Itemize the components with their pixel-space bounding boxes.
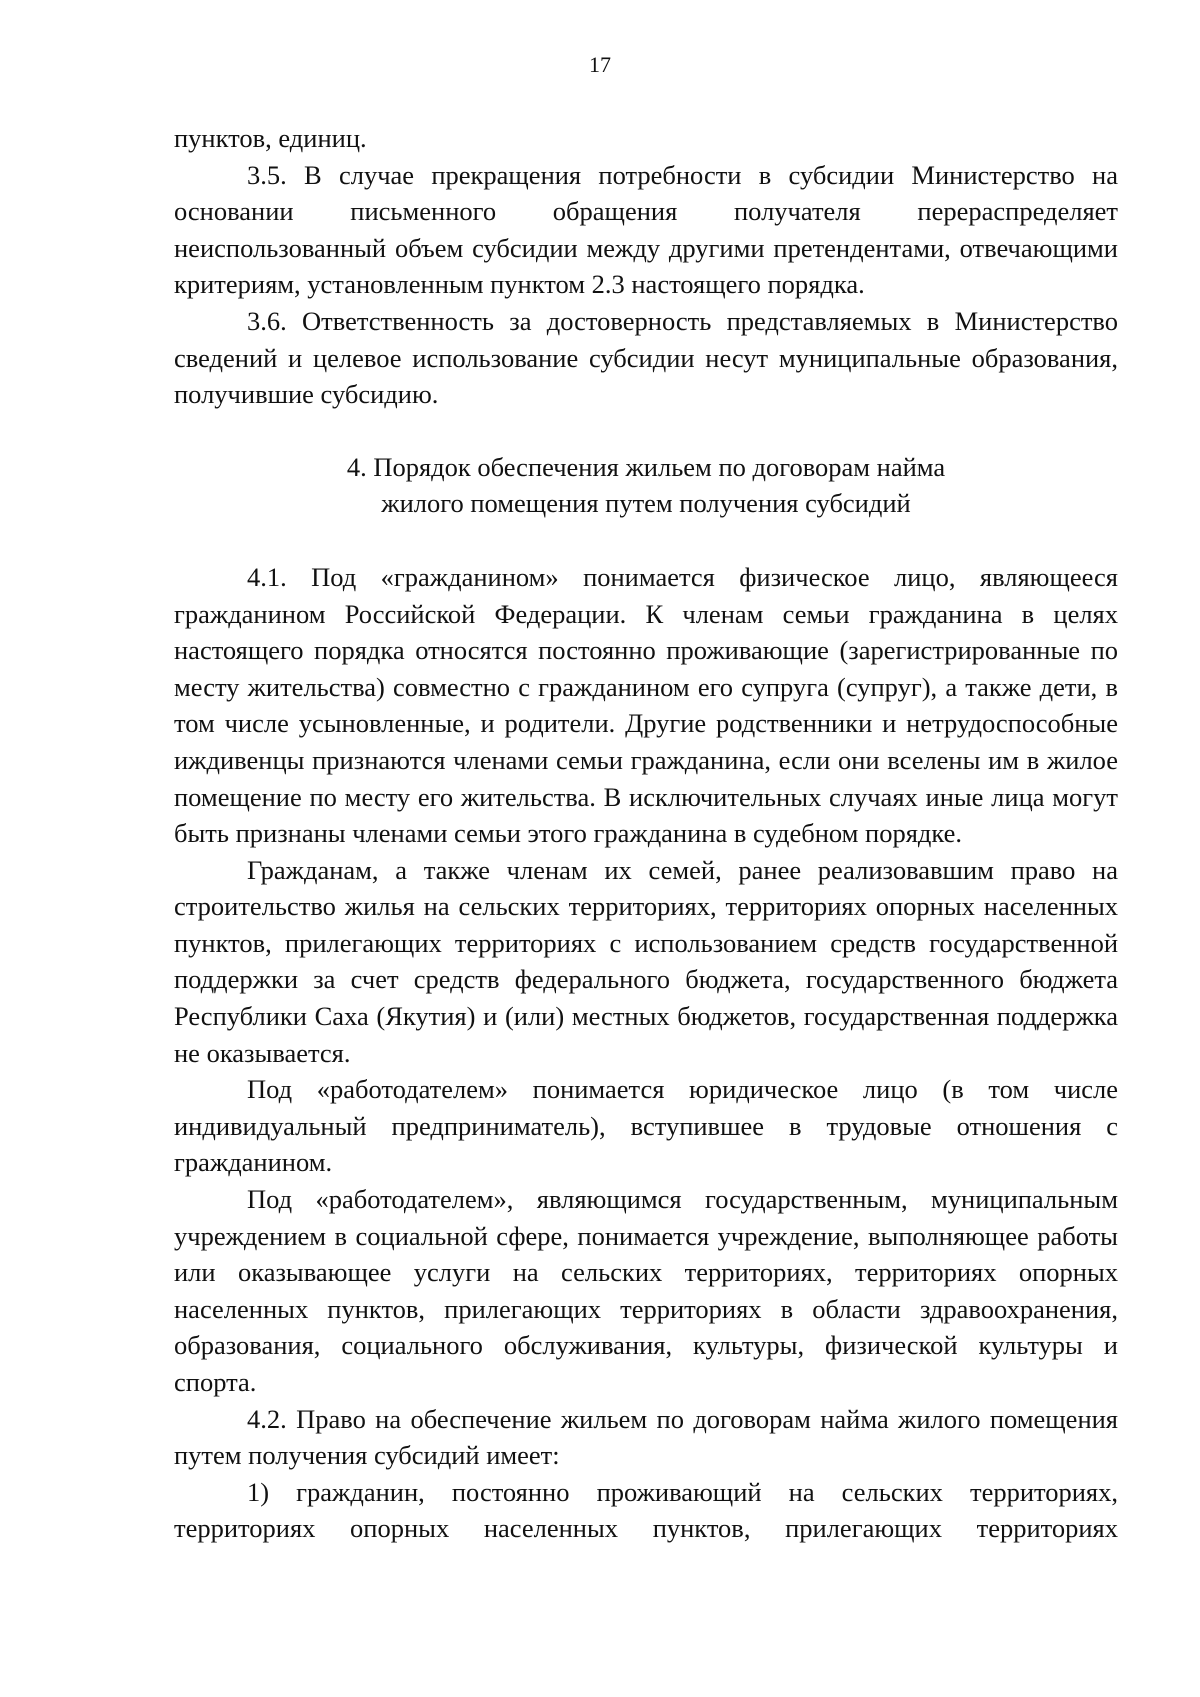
section-heading — [174, 449, 1118, 522]
paragraph-employer-definition: Под «работодателем» понимается юридическое лицо (в том числе индивидуальный предприниматель), вступившее в трудовые отношения с гражданином. — [174, 1074, 1118, 1178]
paragraph-state-support: Гражданам, а также членам их семей, ранее реализовавшим право на строительство жилья на сельских территориях, территориях опорных населенных пунктов, прилегающих территориях с использованием средств государственной поддержки за счет средств федерального бюджета, государственного бюджета Республики Саха (Якутия) и (или) местных бюджетов, государственная поддержка не оказывается. — [174, 854, 1118, 1068]
paragraph-4-2: 4.2. Право на обеспечение жильем по договорам найма жилого помещения путем получения субсидий имеет: — [174, 1403, 1118, 1471]
section-heading-line-1: 4. Порядок обеспечения жильем по договорам найма — [346, 451, 946, 482]
paragraph-continuation: пунктов, единиц. — [174, 123, 367, 153]
document-body — [174, 120, 1118, 1547]
page-number: 17 — [589, 52, 611, 77]
paragraph-item-1: 1) гражданин, постоянно проживающий на сельских территориях, территориях опорных населенных пунктов, прилегающих территориях — [174, 1476, 1118, 1544]
paragraph-public-employer-definition: Под «работодателем», являющимся государственным, муниципальным учреждением в социальной сфере, понимается учреждение, выполняющее работы или оказывающее услуги на сельских территориях, территориях опорных населенных пунктов, прилегающих территориях в области здравоохранения, образования, социального обслуживания, культуры, физической культуры и спорта. — [174, 1184, 1118, 1397]
paragraph-3-6: 3.6. Ответственность за достоверность представляемых в Министерство сведений и целевое использование субсидии несут муниципальные образования, получившие субсидию. — [174, 305, 1118, 410]
paragraph-4-1: 4.1. Под «гражданином» понимается физическое лицо, являющееся гражданином Российской Федерации. К членам семьи гражданина в целях настоящего порядка относятся постоянно проживающие (зарегистрированные по месту жительства) совместно с гражданином его супруга (супруг), а также дети, в том числе усыновленные, и родители. Другие родственники и нетрудоспособные иждивенцы признаются членами семьи гражданина, если они вселены им в жилое помещение по месту его жительства. В исключительных случаях иные лица могут быть признаны членами семьи этого гражданина в судебном порядке. — [174, 561, 1118, 849]
section-heading-line-2: жилого помещения путем получения субсидий — [381, 488, 911, 519]
paragraph-3-5: 3.5. В случае прекращения потребности в субсидии Министерство на основании письменного обращения получателя перераспределяет неиспользованный объем субсидии между другими претендентами, отвечающими критериям, установленным пунктом 2.3 настоящего порядка. — [174, 159, 1118, 300]
